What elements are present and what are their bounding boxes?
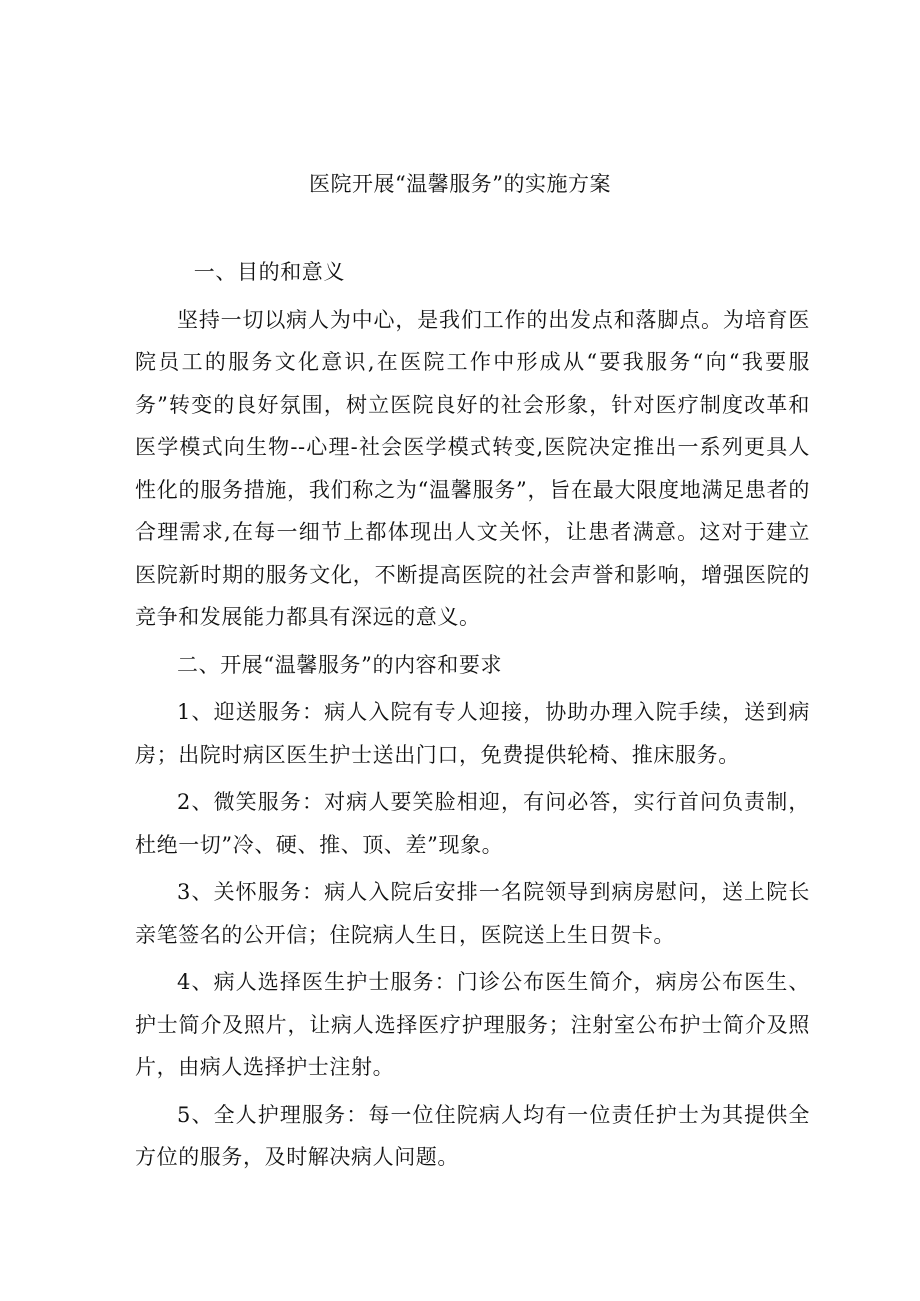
list-item-smile-service: 2、微笑服务：对病人要笑脸相迎，有问必答，实行首问负责制，杜绝一切”冷、硬、推、顶、差”现象。 xyxy=(135,790,810,857)
section-1-paragraph: 坚持一切以病人为中心，是我们工作的出发点和落脚点。为培育医院员工的服务文化意识,在医院工作中形成从“要我服务“向“我要服务”转变的良好氛围，树立医院良好的社会形象，针对医疗制度改革和医学模式向生物--心理-社会医学模式转变,医院决定推出一系列更具人性化的服务措施，我们称之为“温馨服务”，旨在最大限度地满足患者的合理需求,在每一细节上都体现出人文关怀，让患者满意。这对于建立医院新时期的服务文化，不断提高医院的社会声誉和影响，增强医院的竞争和发展能力都具有深远的意义。 xyxy=(135,307,810,629)
section-1-heading: 一、目的和意义 xyxy=(193,260,345,284)
list-item-holistic-nursing-service: 5、全人护理服务：每一位住院病人均有一位责任护士为其提供全方位的服务，及时解决病人问题。 xyxy=(135,1102,810,1169)
list-item-choose-doctor-service: 4、病人选择医生护士服务：门诊公布医生简介，病房公布医生、护士简介及照片，让病人选择医疗护理服务；注射室公布护士简介及照片，由病人选择护士注射。 xyxy=(135,970,810,1079)
document-body xyxy=(135,251,810,1179)
list-item-care-service: 3、关怀服务：病人入院后安排一名院领导到病房慰问，送上院长亲笔签名的公开信；住院病人生日，医院送上生日贺卡。 xyxy=(135,880,810,947)
document-title: 医院开展“温馨服务”的实施方案 xyxy=(309,172,611,196)
list-item-welcome-service: 1、迎送服务：病人入院有专人迎接，协助办理入院手续，送到病房；出院时病区医生护士送出门口，免费提供轮椅、推床服务。 xyxy=(135,700,810,767)
section-2-heading: 二、开展“温馨服务”的内容和要求 xyxy=(177,652,503,677)
